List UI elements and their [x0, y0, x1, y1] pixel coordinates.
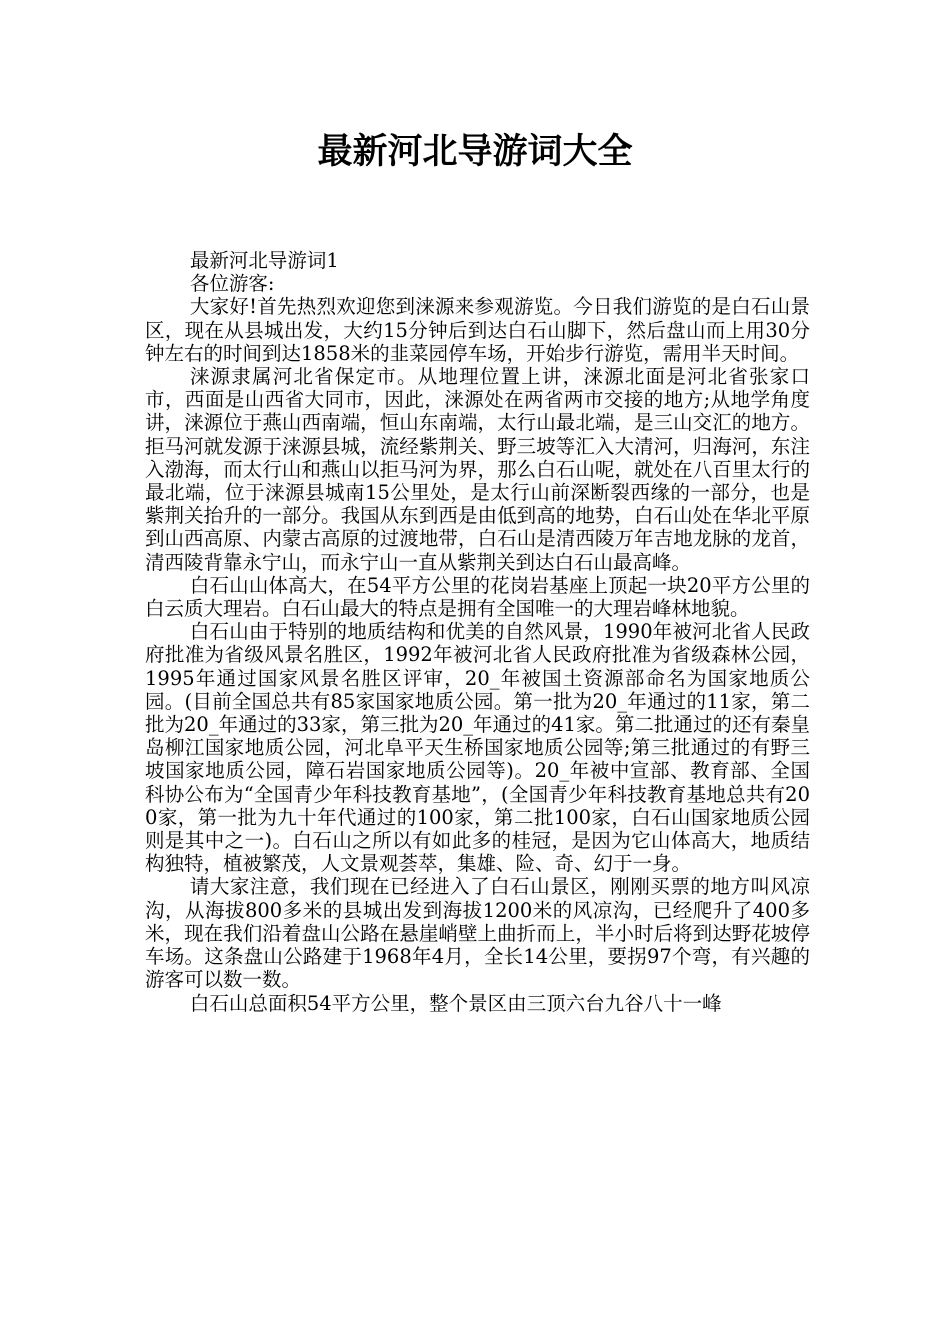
paragraph-mountain-body: 白石山山体高大，在54平方公里的花岗岩基座上顶起一块20平方公里的白云质大理岩。白石山最大的特点是拥有全国唯一的大理岩峰林地貌。: [145, 573, 810, 621]
paragraph-geography: 涞源隶属河北省保定市。从地理位置上讲，涞源北面是河北省张家口市，西面是山西省大同市，因此，涞源处在两省两市交接的地方;从地学角度讲，涞源位于燕山西南端，恒山东南端，太行山最北端，是三山交汇的地方。拒马河就发源于涞源县城，流经紫荆关、野三坡等汇入大清河，归海河，东注入渤海，而太行山和燕山以拒马河为界，那么白石山呢，就处在八百里太行的最北端，位于涞源县城南15公里处，是太行山前深断裂西缘的一部分，也是紫荆关抬升的一部分。我国从东到西是由低到高的地势，白石山处在华北平原到山西高原、内蒙古高原的过渡地带，白石山是清西陵万年吉地龙脉的龙首，清西陵背靠永宁山，而永宁山一直从紫荆关到达白石山最高峰。: [145, 365, 810, 574]
document-title: 最新河北导游词大全: [317, 132, 633, 172]
paragraph-greeting: 各位游客:: [189, 272, 275, 296]
document-body: [145, 249, 810, 1015]
paragraph-heading: 最新河北导游词1: [189, 249, 339, 272]
paragraph-road: 请大家注意，我们现在已经进入了白石山景区，刚刚买票的地方叫风凉沟，从海拔800多米的县城出发到海拔1200米的风凉沟，已经爬升了400多米，现在我们沿着盘山公路在悬崖峭壁上曲折而上，半小时后将到达野花坡停车场。这条盘山公路建于1968年4月，全长14公里，要拐97个弯，有兴趣的游客可以数一数。: [145, 875, 810, 992]
paragraph-area: 白石山总面积54平方公里，整个景区由三顶六台九谷八十一峰: [189, 991, 722, 1015]
paragraph-welcome: 大家好!首先热烈欢迎您到涞源来参观游览。今日我们游览的是白石山景区，现在从县城出发，大约15分钟后到达白石山脚下，然后盘山而上用30分钟左右的时间到达1858米的韭菜园停车场，开始步行游览，需用半天时间。: [145, 295, 810, 365]
paragraph-honors: 白石山由于特别的地质结构和优美的自然风景，1990年被河北省人民政府批准为省级风景名胜区，1992年被河北省人民政府批准为省级森林公园，1995年通过国家风景名胜区评审，20_年被国土资源部命名为国家地质公园。(目前全国总共有85家国家地质公园。第一批为20_年通过的11家，第二批为20_年通过的33家，第三批为20_年通过的41家。第二批通过的还有秦皇岛柳江国家地质公园，河北阜平天生桥国家地质公园等;第三批通过的有野三坡国家地质公园，障石岩国家地质公园等)。20_年被中宣部、教育部、全国科协公布为“全国青少年科技教育基地”，(全国青少年科技教育基地总共有200家，第一批为九十年代通过的100家，第二批100家，白石山国家地质公园则是其中之一)。白石山之所以有如此多的桂冠，是因为它山体高大，地质结构独特，植被繁茂，人文景观荟萃，集雄、险、奇、幻于一身。: [145, 620, 810, 876]
